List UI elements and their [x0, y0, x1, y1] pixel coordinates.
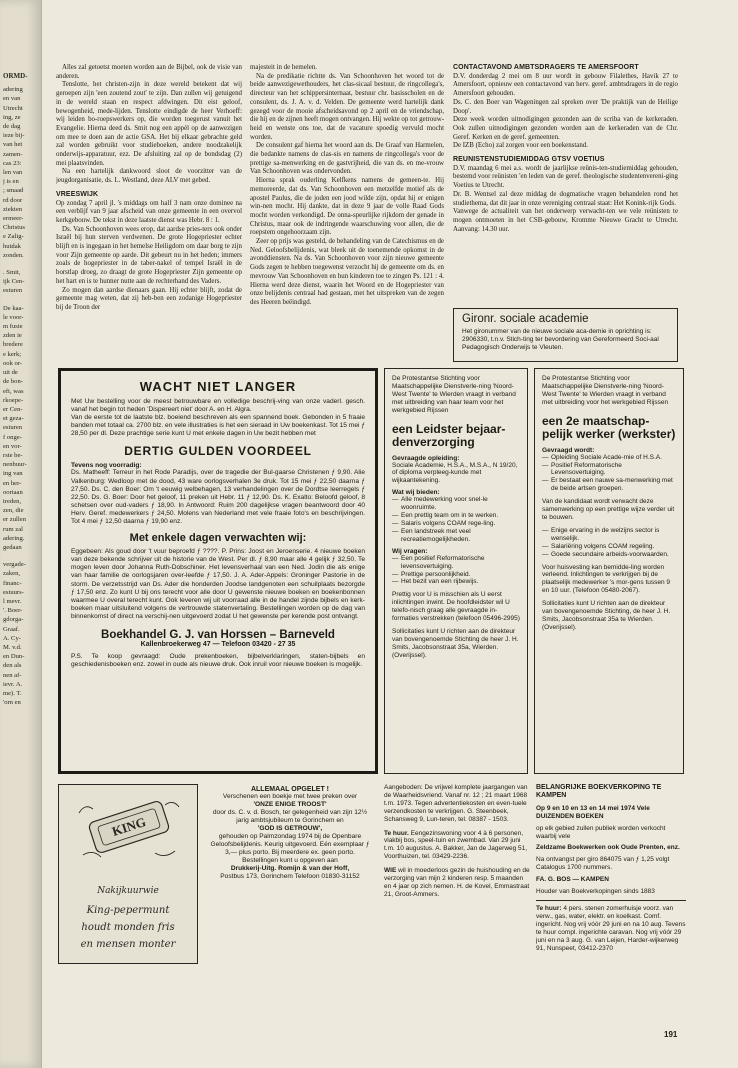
nakijk-label: Nakijkuurwie	[97, 886, 159, 896]
paragraph: Dr. B. Wentsel zal deze middag de dogmatische vragen behandelen rond het studiethema, dat dit jaar in onze vereniging centraal staat: Het Konink-rijk Gods.	[453, 190, 678, 207]
notice-body: Het gironummer van de nieuwe sociale aca-demie in oprichting is: 2906330, t.n.v. Stich-ting ter bevordering van Gereformeerd Soci-aal Pedagogisch Onderwijs te Vleuten.	[462, 328, 659, 352]
binding-text-line: adering	[3, 86, 23, 94]
notice-title: Gironr. sociale academie	[462, 313, 589, 325]
section-heading: VREESWIJK	[56, 190, 99, 198]
binding-text-line: financ-	[3, 579, 22, 587]
binding-text-line: zen, die	[3, 507, 24, 515]
binding-text-line: hutdak	[3, 242, 21, 250]
vacancy-title: een Leidster bejaar-denverzorging	[392, 421, 506, 449]
binding-text-line: f onge-	[3, 433, 22, 441]
list-item: — Salariëring volgens COAM regeling.	[542, 543, 676, 551]
ad-text: Van de eerste tot de laatste blz. boeiend beschreven als een spannend boek. Gebonden in 5 fraaie banden met totaal ca. 2700 blz. en vele illustraties is het een sieraad in Uw boekenkast. Tot 15 mei ƒ 28,50 per dl. Deze prachtige serie kunt U met enkele dagen in Uw bezit hebben met	[71, 414, 365, 438]
ad-text: Sollicitaties kunt U richten aan de direkteur van bovengenoemde Stichting de heer J. H. Smits, Jacobsonstraat 35a, Wierden. (Overijssel).	[392, 627, 519, 659]
ad-text: Verschenen een boekje met twee preken over	[222, 793, 358, 800]
paragraph: Alles zal getoetst moeten worden aan de Bijbel, ook de visie van anderen.	[56, 64, 242, 80]
binding-text-line: ijk Cen-	[3, 278, 25, 286]
publisher-address: Postbus 173, Gorinchem Telefoon 01830-31152	[220, 873, 360, 880]
paragraph: Na de predikatie richtte ds. Van Schoonhoven het woord tot de beide aanwezigewethouders, het clas-sicaal bestuur, de ringcollega's, directeur van het schippersinternaat, bestuur chr. basisscholen en de consulent, ds. J. A. v. d. Velden. De gemeente werd hartelijk dank gezegd voor de mooie afscheidsavond op 2 april en de vriendschap, die hij en de zijnen heeft mogen ontvangen. Hij wekte op tot getrouw-heid en wenste ons toe, dat de vacature spoedig vervuld mocht worden.	[250, 72, 444, 141]
binding-text-line: e kerk;	[3, 350, 22, 358]
booklet-title: 'ONZE ENIGE TROOST'	[253, 801, 327, 808]
slogan-line: houdt monden fris	[81, 922, 175, 933]
ad-headline: ALLEMAAL OPGELET !	[250, 786, 330, 793]
list-item: — Het bezit van een rijbewijs.	[392, 578, 520, 586]
binding-text-line: esturen	[3, 287, 23, 295]
binding-text-line: ; smaad	[3, 187, 24, 195]
binding-text-line: en her-	[3, 479, 22, 487]
book-auction-column	[536, 784, 686, 1024]
ad-text: gehouden op Palmzondag 1974 bij de Openbare Geloofsbelijdenis. Keurig uitgevoerd. Eén exemplaar ƒ 3,— plus porto. Bij meerdere ex. geen porto. Bestellingen kunt u opgeven aan	[210, 833, 370, 864]
list-item: — Een landstreek met veel recreatiemogelijkheden.	[392, 528, 520, 544]
shop-address: Kallenbroekerweg 47 — Telefoon 03420 - 27 35	[140, 640, 296, 648]
binding-text-line: rum zal	[3, 525, 23, 533]
binding-text-line: nen af-	[3, 671, 22, 679]
requirement-list	[392, 555, 520, 587]
binding-text-line: gdorga-	[3, 616, 24, 624]
binding-text-line	[3, 552, 39, 560]
paragraph: D.V. donderdag 2 mei om 8 uur wordt in gebouw Filalethes, Havik 27 te Amersfoort, opnieuw een contactavond van herv. geref. ambtsdragers in de regio Amersfoort gehouden.	[453, 72, 678, 98]
binding-text-line: len van	[3, 169, 23, 177]
article-column-right	[453, 64, 678, 284]
auction-text: Houder van Boekverkopingen sinds 1883	[536, 888, 655, 896]
list-item: — Salaris volgens COAM rege-ling.	[392, 520, 520, 528]
binding-text-line: Utrecht	[3, 104, 23, 112]
binding-text-line: cas 23:	[3, 159, 22, 167]
binding-text-line: me). T.	[3, 690, 22, 697]
binding-text-line: ermeer-	[3, 215, 24, 223]
binding-text-line: er zullen	[3, 516, 26, 524]
ad-subheadline: Met enkele dagen verwachten wij:	[129, 532, 307, 545]
ad-text: Sollicitaties kunt U richten aan de direkteur van bovengenoemde Stichting, de heer J. H. Smits, Jacobsonstraat 35a te Wierden. (Overijssel).	[542, 600, 671, 631]
ad-text: Eggebeen: Als goud door 't vuur beproefd ƒ ????. P. Prins: Joost en Jeroenserie. 4 nieuwe boeken van deze bekende schrijver uit de historie van de West. Per dl. ƒ 8,90 maar alle 4 gelijk ƒ 32,50. Te mogen leven door Johanna Ruth-Dobschiner. Het levensverhaal van een Ned. Jodin die als enige van haar familie de oorlogsjaren over-leefde ƒ 17,50. J. A. Ader-Appels: Groninger Pastorie in de storm. De verzetsstrijd van Ds. Ader die honderden Joodse landgenoten een schuilplaats bezorgde ƒ 17,50 enz. Zo kunt U bij ons terecht voor alle door U gewenste nieuwe boeken en boekenbonnen waarmee U overal terecht kunt. Ook leveren wij uit voorraad alle in de handel zijnde bijbels en kerk-boeken maar uitsluitend volgens de vertrouwde statenvertaling. Bestellingen worden op de dag van binnenkomst of direct na verschij-nen uitgevoerd zodat U het gewenste per kerende post ontvangt.	[71, 548, 365, 620]
ad-intro: De Protestantse Stichting voor Maatschappelijke Dienstverle-ning 'Noord-West Twente' te Wierden vraagt in verband met uitbreiding voor het werkgebied Rijssen	[542, 375, 669, 406]
binding-text-line	[3, 260, 39, 268]
binding-text-line: eft, was	[3, 387, 24, 395]
binding-text-line: ORMD-	[3, 72, 28, 80]
classified-ad	[384, 867, 530, 899]
binding-text-line: rd door	[3, 196, 23, 204]
paragraph: Vanwege de actualiteit van het onderwerp verwacht-ten we vele reünisten te mogen ontmoeten in het CSB-gebouw, Kromme Nieuwe Gracht te Utrecht. Aanvang: 14.30 uur.	[453, 208, 678, 233]
binding-text-line: ievr. A.	[3, 680, 23, 688]
ad-text: Voor huisvesting kan bemidde-ling worden verleend. Inlichtingen te verkrijgen bij de plaatselijk medewerker 's mor-gens tussen 9 en 10 uur. (Telefoon 05480-2067).	[542, 563, 671, 595]
preken-booklet-ad	[204, 784, 376, 964]
ad-subheading: Gevraagde opleiding:	[392, 454, 460, 462]
binding-text-line: gedaan	[3, 543, 22, 551]
binding-text-line: j is en	[3, 178, 19, 186]
binding-text-line: ing, ze	[3, 113, 21, 121]
binding-text-line: van het	[3, 141, 23, 149]
binding-text-line: A. Cy-	[3, 634, 21, 642]
classified-lead: Te huur:	[536, 904, 562, 912]
vacancy-leidster-ad	[384, 368, 528, 774]
ad-subheading: Wat wij bieden:	[392, 489, 440, 497]
vacancy-werker-ad	[534, 368, 684, 774]
binding-text-line: l mevr.	[3, 597, 22, 605]
list-item: — Positief Reformatorische Levensovertuiging.	[542, 462, 676, 478]
classified-text: wil in moederloos gezin de huishouding en de verzorging van mijn 2 kinderen resp. 5 maanden en 4 jaar op zich nemen. H. de Kovel, Emmastraat 21, Groot-Ammers.	[384, 867, 530, 898]
binding-text-line: zaken,	[3, 570, 21, 578]
auction-heading: BELANGRIJKE BOEKVERKOPING TE KAMPEN	[536, 784, 662, 800]
auction-company: FA. G. BOS — KAMPEN	[536, 876, 609, 884]
binding-text-line: Graaf.	[3, 625, 20, 633]
binding-text-line: en van	[3, 95, 21, 103]
paragraph: D.V. maandag 6 mei a.s. wordt de jaarlijkse reünis-ten-studiemiddag gehouden, bestemd voor reünisten 'en leden van de geref. theologische studentenvereni-ging Voetius te Utrecht.	[453, 164, 678, 190]
binding-text-line: nenbuur-	[3, 461, 27, 469]
binding-text-line: . Smit,	[3, 269, 21, 277]
binding-text-line: den als	[3, 662, 22, 670]
binding-text-line: estuurs-	[3, 588, 24, 596]
binding-text-line: rkoepe-	[3, 396, 24, 404]
paragraph: Ds. Van Schoonhoven wees erop, dat aardse pries-ters ook onder Israël bij hun sterven verdwenen. De grote Hogepriester echter blijft en is ingegaan in het hemelse Heiligdom om daar borg te zijn voor Zijn gemeente op aarde. Dit gebeurt nu in het heden; immers zoals de hogepriester in de taber-nakel of tempel Israël in de borstlap droeg, zo draagt de grote Hogepriester Zijn gemeente op het hart en is te hunner nutte aan de rechterhand des Vaders.	[56, 225, 242, 285]
extra-list	[542, 527, 676, 559]
binding-text-line: en Dun-	[3, 653, 25, 661]
requirement-list	[542, 454, 676, 494]
binding-text-line: zonden.	[3, 251, 24, 259]
binding-text-line: vergade-	[3, 561, 26, 569]
page-number: 191	[664, 1030, 678, 1039]
binding-text-line: '. Boer-	[3, 607, 23, 615]
offer-list	[392, 496, 520, 543]
ad-subheading: Wij vragen:	[392, 547, 428, 555]
binding-text-line: ziekten	[3, 205, 23, 213]
list-item: — Prettige persoonlijkheid.	[392, 571, 520, 579]
binding-text-line: bredere	[3, 341, 23, 349]
classified-lead: Te huur.	[384, 829, 409, 837]
binding-text-line: er Cen-	[3, 405, 23, 413]
ad-text: Sociale Academie, H.S.A., M.S.A., N 19/20, of diploma verpleeg-kunde met wijkaantekening.	[392, 461, 518, 485]
binding-text-line: e Zalig-	[3, 233, 24, 241]
publisher-name: Drukkerij-Uitg. Romijn & van der Hoff,	[230, 865, 350, 872]
list-item: — Alle medewerking voor snel-le woonruimte.	[392, 496, 520, 512]
auction-text: Na ontvangst per giro 864075 van ƒ 1,25 volgt Catalogus 1700 nummers.	[536, 856, 670, 872]
paragraph: Zo mogen dan aardse dienaars gaan. Hij echter blijft, zodat de gemeente mag weten, dat zij heb-ben een zodanige Hogepriester bij de Troon der	[56, 286, 242, 311]
binding-text-line: ing van	[3, 470, 23, 478]
binding-text-line: ieze bij-	[3, 132, 25, 140]
ad-intro: De Protestantse Stichting voor Maatschappelijke Dienstverle-ning 'Noord-West Twente' te Wierden vraagt in verband met uitbreiding van haar team voor het werkgebied Rijssen	[392, 375, 516, 414]
shop-name: Boekhandel G. J. van Horssen – Barneveld	[101, 628, 335, 641]
ad-headline: WACHT NIET LANGER	[139, 379, 297, 394]
binding-text-line: 'orn en	[3, 699, 21, 707]
ad-subheading: Gevraagd wordt:	[542, 446, 595, 454]
binding-text-line: M. v.d.	[3, 643, 22, 651]
binding-text-line: esturen	[3, 424, 23, 432]
list-item: — Goede secundaire arbeids-voorwaarden.	[542, 551, 676, 559]
paragraph: Ds. C. den Boer van Wageningen zal spreken over 'De praktijk van de Heilige Doop'.	[453, 98, 678, 115]
paragraph: Zeer op prijs was gesteld, de behandeling van de Catechismus en de Ned. Geloofsbelijdenis, wat bleek uit de toenemende opkomst in de avonddiensten. Na ds. Van Schoonhoven voor zijn nieuwe gemeente Gods zegen te hebben toegewenst verzocht hij de gemeente om ds. en mevrouw Van Schoonhoven en hun kinderen toe te zingen Ps. 121 : 4. Hierna werd deze dienst, waarin het Woord en de Hogepriester van onze belijdenis centraal had gestaan, met het uitspreken van de zegen des Heeren beëindigd.	[250, 238, 444, 306]
classified-ads-column	[384, 784, 530, 1024]
classified-lead: WIE	[384, 867, 397, 875]
list-item: — Een positief Reformatorische levensovertuiging.	[392, 555, 520, 571]
section-heading: REUNISTENSTUDIEMIDDAG GTSV VOETIUS	[453, 156, 605, 164]
ad-text: Ds. Matheeff: Terreur in het Rode Paradijs, over de tragedie der Bul-gaarse Christenen ƒ 9,90. Alie Valkenburg: Wedloop met de dood, 43 ware oorlogsverhalen 3e druk. Tot 15 mei ƒ 22,50 daarna ƒ 27,50. Ds. C. den Boer: Om 't eeuwig welbehagen, 13 verhandelingen over de Dordtse leerregels ƒ 22,50. Ds. G. Boer: Door het geloof, 11 preken uit Hebr. 11 ƒ 12,90. Ds. K. Exalto: Beloofd geloof, 8 schetsen over oud-vaders ƒ 18,90. In Antwoord: Ruim 200 dagelijkse vragen beantwoord door 40 Herv. Geref. medewerkers ƒ 24,50. Molens van Nederland met vele fraaie foto's en beschrijvingen. Tot 4 mei ƒ 12,50 daarna ƒ 19,90 enz.	[71, 469, 365, 526]
booklet-title: 'GOD IS GETROUW',	[257, 825, 323, 832]
classified-text: Eengezinswoning voor 4 à 6 personen, vlakbij bos, speel-tuin en zwembad. Van 29 juni t.m. 10 augustus. A. Bakker, Jan de Jagerweg 51, Voorthuizen, tel. 03429-2236.	[384, 829, 528, 861]
section-heading: CONTACTAVOND AMBTSDRAGERS TE AMERSFOORT	[453, 64, 639, 71]
divider	[536, 900, 686, 901]
article-column-middle	[250, 64, 444, 364]
list-item: — Een prettig team om in te werken.	[392, 512, 520, 520]
list-item: — Opleiding Sociale Acade-mie of H.S.A.	[542, 454, 676, 462]
ad-text: P.S. Te koop gevraagd: Oude prekenboeken, bijbelverklaringen, staten-bijbels en geschiedenisboeken enz. zowel in oude als nieuwe druk. Ook inruil voor nieuwe boeken is mogelijk.	[71, 652, 365, 669]
classified-ad	[536, 905, 686, 952]
bookshop-advertisement	[58, 368, 378, 774]
article-column-left	[56, 64, 242, 364]
paragraph: Tenslotte, het christen-zijn in deze wereld betekent dat wij geroepen zijn 'een zoutend zout' te zijn. Dan zullen wij getuigend in de wereld staan en respect afdwingen. Dit eist geloof, bewogenheid, mede-lijden. Tenslotte eindigde de heer Verhoeff: wij leiden bo-roepswerkers op, die worden toegerust vanuit het Evangelie. Hierna deed ds. Smit nog een appèl op de aanwezigen om mee te doen aan de actie GSA. Het bij elkaar gebrachte geld zal worden gebruikt voor studieboeken, andere noodzakelijk onderwijs-apparatuur, ezz. De afsluiting zal op de bondsdag (2) mei plaatsvinden.	[56, 81, 242, 167]
slogan-line: King-pepermunt	[86, 905, 170, 916]
vacancy-title: een 2e maatschap-pelijk werker (werkster)	[542, 413, 676, 441]
binding-text-line: uit de	[3, 369, 18, 377]
ad-label: Tevens nog voorradig:	[71, 462, 142, 470]
binding-text-line	[3, 296, 39, 304]
binding-text-line: rste be-	[3, 451, 23, 459]
paragraph: Na een hartelijk dankwoord sloot de voorzitter van de jeugdorganisatie, ds. L. Westland, deze ALV met gebed.	[56, 168, 242, 185]
binding-margin-column	[0, 0, 42, 1068]
king-peppermint-illustration	[59, 785, 197, 963]
list-item: — Er bestaat een nauwe sa-menwerking met de beide artsen groepen.	[542, 477, 676, 493]
binding-text-line: ook or-	[3, 359, 23, 367]
paragraph: majesteit in de hemelen.	[250, 64, 317, 71]
ad-text: Prettig voor U is misschien als U eerst inlichtingen inwint. De hoofdleidster wil U telefo-nisch graag alle gevraagde in-formaties verstrekken (telefoon 05496-2995)	[392, 591, 520, 623]
binding-text-line: le voor-	[3, 313, 24, 321]
binding-text-line: oortaan	[3, 488, 23, 496]
paragraph: Op zondag 7 april jl. 's middags om half 3 nam onze dominee na een verblijf van 9 jaar afscheid van onze gemeente in een overvol kerkgebouw. De tekst in deze laatste dienst was Hebr. 8 : 1.	[56, 199, 242, 224]
paragraph: De IZB (Echo) zal zorgen voor een boekenstand.	[453, 142, 588, 150]
classified-ad	[384, 830, 530, 862]
binding-text-line: en vor-	[3, 442, 22, 450]
paragraph: Hierna sprak ouderling Kelfkens namens de gemeen-te. Hij memoreerde, dat ds. Van Schoonhoven een metzelfde motief als de apostel Paulus, die de joden een jood wilde zijn, opdat hij er enigen win-nen mocht. Hij dankte, dat in deze 9 jaar de volle Raad Gods mocht worden verkondigd. De onna-speurlijke rijkdom der genade in Christus, maar ook de indringende waarschuwing voor allen, die de roepstem ongehoorzaam zijn.	[250, 177, 444, 237]
binding-text-line: zamen-	[3, 150, 23, 158]
ad-text: Met Uw bestelling voor de meest betrouwbare en volledige beschrij-ving van onze vaderl. gesch. vanaf het begin tot heden 'Dispereert niet' door A. en H. Algra.	[71, 398, 365, 414]
ad-text: door ds. C. v. d. Bosch, ter gelegenheid van zijn 12½ jarig ambtsjubileum te Gorinchem en	[212, 809, 368, 824]
binding-text-line: Christus	[3, 224, 25, 232]
binding-text-line: adering.	[3, 534, 25, 542]
list-item: — Enige ervaring in de welzijns sector is wenselijk.	[542, 527, 676, 543]
binding-text-line: de bon-	[3, 378, 23, 386]
auction-highlight: Zeldzame Boekwerken ook Oude Prenten, enz.	[536, 844, 680, 852]
paragraph: De consulent gaf hierna het woord aan ds. De Graaf van Harmelen, die bedankte namens de clas-sis en namens de ringcollega's voor de prettige sa-menwerking en de gastvrijheid, die van ds. en me-vrouw Van Schoonhoven was ondervonden.	[250, 142, 444, 176]
binding-text-line: et geza-	[3, 415, 24, 423]
slogan-line: en mensen monter	[80, 939, 176, 950]
paragraph: Deze week worden uitnodigingen gezonden aan de scriba van de kerkeraden. Ook zullen uitnodigingen gezonden worden aan de kerkeraden van de Chr. Geref. Kerken en de geref. gemeenten.	[453, 116, 678, 141]
ad-text: Van de kandidaat wordt verwacht deze samenwerking op een prettige wijze verder uit te bouwen.	[542, 498, 675, 521]
ad-subheadline: DERTIG GULDEN VOORDEEL	[124, 444, 312, 459]
binding-text-line: de dag	[3, 123, 21, 131]
classified-ad: Aangeboden: De vrijwel komplete jaargangen van de Waarheidsvriend. Vanaf nr. 12 ; 21 maart 1968 t.m. 1973. Tegen advertentiekosten en even-tuele verzendkosten te verkrijgen. G. Steenbeek, Schansweg 9, Lun-teren, tel. 08387 - 1503.	[384, 784, 528, 823]
binding-text-line: treden,	[3, 497, 22, 505]
binding-text-line: zden ie	[3, 332, 22, 340]
classified-text: 4 pers. stenen zomerhuisje voorz. van verw., gas, water, elektr. en koelkast. Comf. ingericht. Nog vrij vóór 29 juni en na 10 aug. Tevens te huur compl. ingerichte caravan. Nog vrij vóór 29 juni en na 3 aug. G. van Leijen, Harder-wijkerweg 91, Nunspeet, 03412-2370	[536, 904, 686, 952]
king-peppermint-ad	[58, 784, 198, 964]
svg-text:KING: KING	[110, 814, 148, 840]
binding-text-line: m fusie	[3, 323, 23, 331]
binding-text-line: De kaa-	[3, 304, 24, 312]
auction-dates: Op 9 en 10 en 13 en 14 mei 1974 Vele DUIZENDEN BOEKEN	[536, 804, 650, 820]
gironr-notice-box	[453, 308, 678, 362]
auction-text: op elk gebied zullen publiek worden verkocht waarbij vele	[536, 824, 666, 840]
